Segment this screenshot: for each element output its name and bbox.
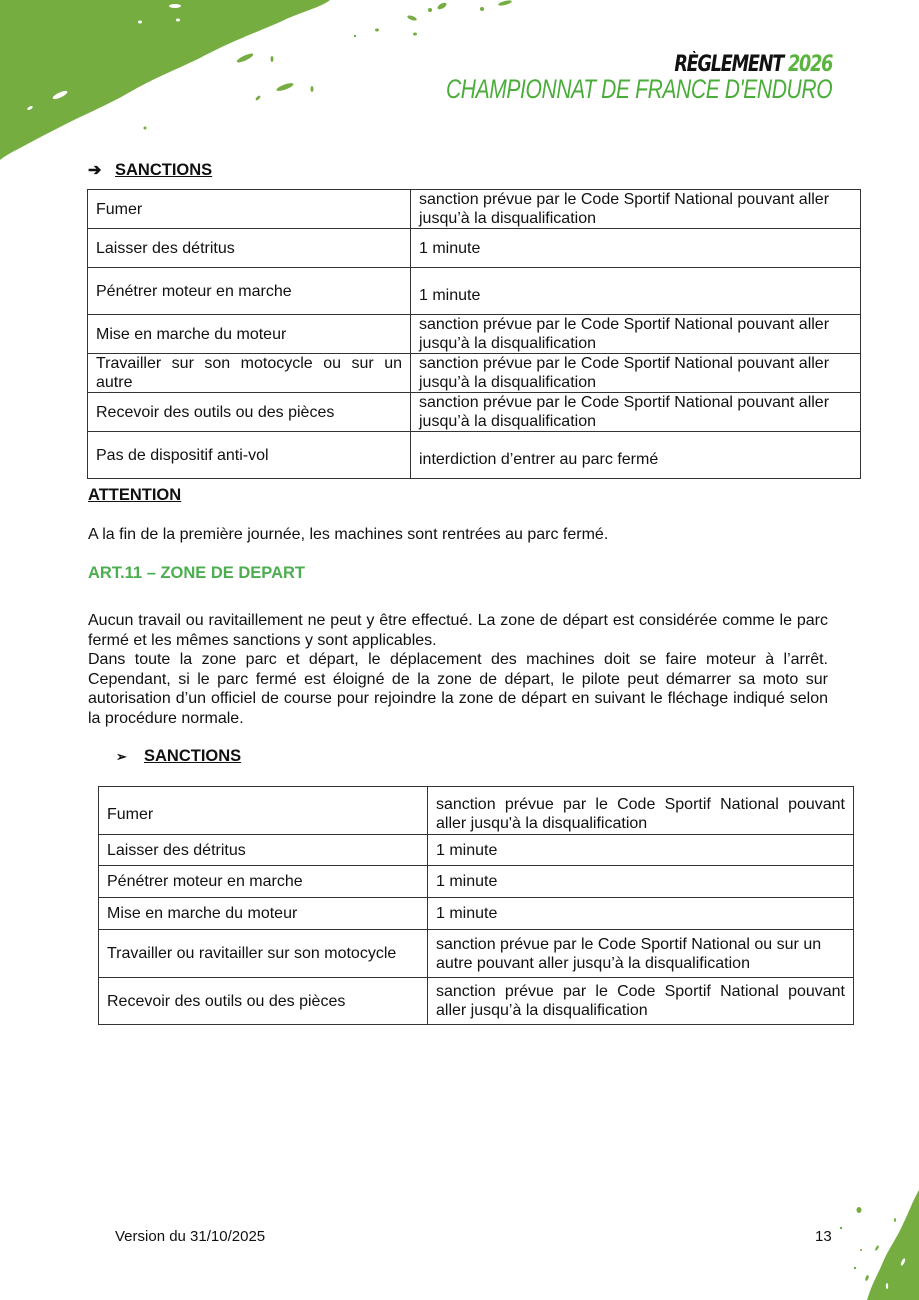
attention-heading: ATTENTION [88,486,182,504]
infraction-cell: Travailler ou ravitailler sur son motocycle [99,930,428,978]
article-11-paragraph-2: Dans toute la zone parc et départ, le déplacement des machines doit se faire moteur à l’arrêt. Cependant, si le parc fermé est éloigné de la zone de départ, le pilote peut démarrer sa moto sur autorisation d’un officiel de course pour rejoindre la zone de départ en suivant le fléchage indiqué selon la procédure normale. [88,651,828,727]
footer-version: Version du 31/10/2025 [115,1228,266,1245]
article-11-paragraph-1: Aucun travail ou ravitaillement ne peut y être effectué. La zone de départ est considérée comme le parc fermé et les mêmes sanctions y sont applicables. [88,612,828,649]
sanctions-heading-2 [88,747,241,766]
table-row [88,393,861,432]
infraction-cell: Laisser des détritus [99,835,428,866]
green-splash-decoration-bottom [799,1190,919,1300]
article-11-title: ART.11 – ZONE DE DEPART [88,564,305,582]
infraction-cell: Fumer [88,190,411,229]
table-row [99,978,854,1025]
table-row [99,930,854,978]
attention-text: A la fin de la première journée, les machines sont rentrées au parc fermé. [88,526,609,543]
infraction-cell: Pénétrer moteur en marche [99,866,428,898]
table-row [88,229,861,268]
sanctions-title: SANCTIONS [144,747,242,765]
sanction-cell: 1 minute [428,866,854,898]
infraction-cell: Mise en marche du moteur [99,898,428,930]
sanctions-table-parc-ferme [87,189,861,479]
sanctions-title: SANCTIONS [115,160,213,179]
logo-subtitle: CHAMPIONNAT DE FRANCE D'ENDURO [445,74,832,104]
sanction-cell: sanction prévue par le Code Sportif National pouvant aller jusqu’à la disqualification [428,978,854,1025]
sanction-cell: sanction prévue par le Code Sportif National pouvant aller jusqu’à la disqualification [411,190,861,229]
chevron-bullet-icon: ➢ [116,748,127,764]
sanction-cell: 1 minute [411,229,861,268]
infraction-cell: Fumer [99,787,428,835]
table-row [88,354,861,393]
infraction-cell: Recevoir des outils ou des pièces [99,978,428,1025]
table-row [99,835,854,866]
sanction-cell: sanction prévue par le Code Sportif National pouvant aller jusqu’à la disqualification [411,315,861,354]
infraction-cell: Pas de dispositif anti-vol [88,432,411,479]
reglement-logo [337,54,832,103]
sanction-cell: 1 minute [428,835,854,866]
infraction-cell: Pénétrer moteur en marche [88,268,411,315]
sanctions-heading-1 [88,160,212,180]
table-row [88,432,861,479]
sanction-cell: interdiction d’entrer au parc fermé [411,432,861,479]
infraction-cell: Laisser des détritus [88,229,411,268]
table-row [99,898,854,930]
sanction-cell: 1 minute [411,268,861,315]
logo-reglement-word: RÈGLEMENT [674,52,783,77]
sanction-cell: sanction prévue par le Code Sportif National pouvant aller jusqu'à la disqualification [428,787,854,835]
logo-year: 2026 [787,52,832,77]
page-number: 13 [815,1228,832,1245]
table-row [99,787,854,835]
sanction-cell: sanction prévue par le Code Sportif National pouvant aller jusqu’à la disqualification [411,354,861,393]
sanction-cell: sanction prévue par le Code Sportif National pouvant aller jusqu’à la disqualification [411,393,861,432]
sanction-cell: sanction prévue par le Code Sportif National ou sur un autre pouvant aller jusqu’à la disqualification [428,930,854,978]
table-row [88,315,861,354]
table-row [99,866,854,898]
arrow-right-icon: ➔ [88,162,102,179]
infraction-cell: Travailler sur son motocycle ou sur un autre [88,354,411,393]
infraction-cell: Mise en marche du moteur [88,315,411,354]
table-row [88,268,861,315]
infraction-cell: Recevoir des outils ou des pièces [88,393,411,432]
logo-title [436,54,832,76]
sanction-cell: 1 minute [428,898,854,930]
table-row [88,190,861,229]
sanctions-table-zone-depart [98,786,854,1025]
